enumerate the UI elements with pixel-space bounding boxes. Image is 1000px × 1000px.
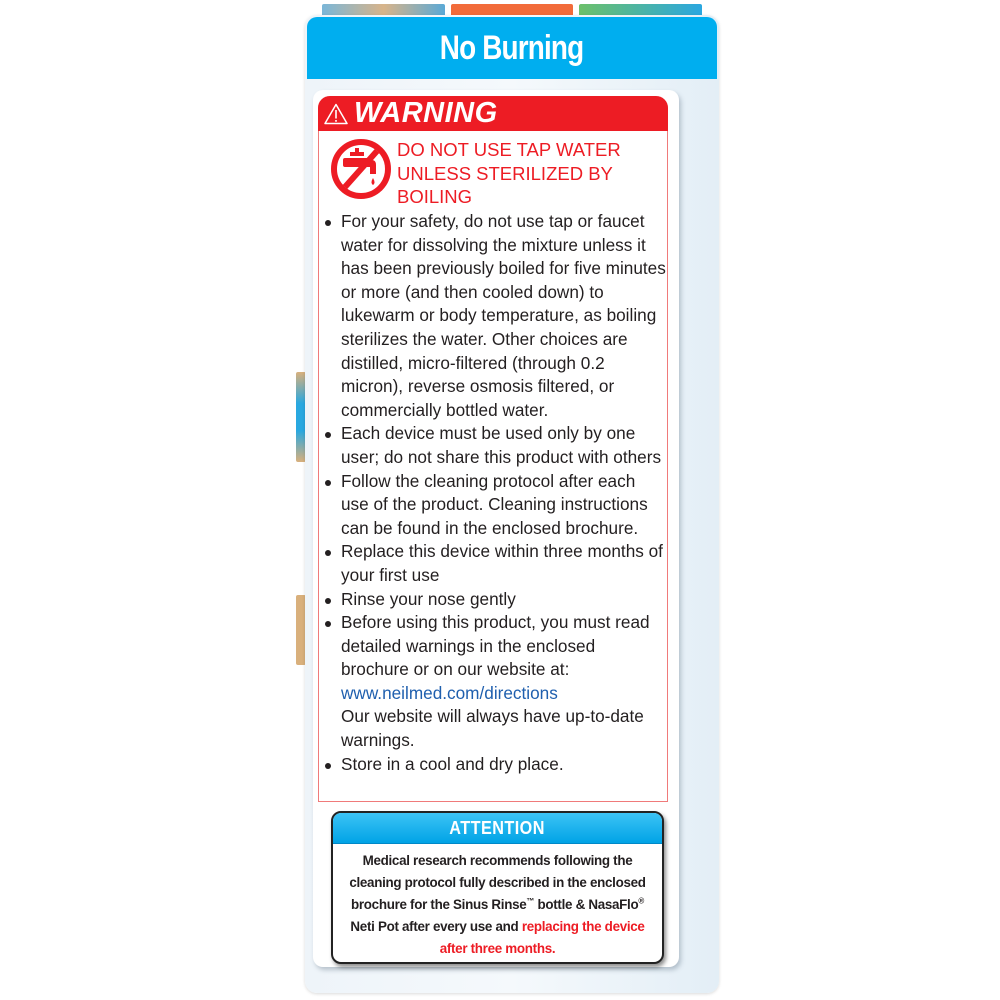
attention-box — [331, 811, 664, 964]
website-note: Our website will always have up-to-date warnings. — [341, 706, 644, 751]
attention-highlight: replacing the device after three months. — [439, 919, 645, 956]
attention-text: Neti Pot after every use and — [350, 919, 522, 934]
warning-bullet — [322, 210, 667, 422]
warning-bullet — [322, 422, 667, 469]
bullet-text: Replace this device within three months of your first use — [341, 541, 663, 585]
bullet-text: For your safety, do not use tap or faucet water for dissolving the mixture unless it has been previously boiled for five minutes or more (and then cooled down) to lukewarm or body temperature, as boiling sterilizes the water. Other choices are distilled, micro-filtered (through 0.2 micron), reverse osmosis filtered, or commercially bottled water. — [341, 211, 666, 420]
warning-bullet-list — [322, 210, 667, 776]
bullet-text: Each device must be used only by one user; do not share this product with others — [341, 423, 662, 467]
warning-bullet — [322, 611, 667, 753]
warning-triangle-icon — [324, 103, 348, 125]
bullet-text: Before using this product, you must read detailed warnings in the enclosed brochure or on our website at: — [341, 612, 650, 680]
attention-text: Medical research recommends following the cleaning protocol fully described in the enclosed brochure for the Sinus Rinse — [349, 853, 646, 912]
bullet-text: Store in a cool and dry place. — [341, 753, 564, 774]
attention-header — [333, 813, 662, 844]
bullet-text: Rinse your nose gently — [341, 588, 516, 609]
warning-bullet — [322, 470, 667, 541]
header-band — [307, 17, 717, 79]
warning-header — [318, 96, 668, 131]
trademark-symbol: ™ — [526, 896, 535, 906]
warning-bullet — [322, 753, 667, 777]
warning-bullet — [322, 540, 667, 587]
attention-text: bottle & NasaFlo — [534, 897, 639, 912]
registered-symbol: ® — [638, 896, 644, 906]
no-tap-water-icon — [330, 138, 392, 200]
warning-bullet — [322, 588, 667, 612]
attention-body — [333, 844, 662, 960]
bullet-text: Follow the cleaning protocol after each use of the product. Cleaning instructions can be found in the enclosed brochure. — [341, 470, 648, 538]
tap-water-notice: DO NOT USE TAP WATER UNLESS STERILIZED BY BOILING — [397, 139, 621, 207]
warning-title: WARNING — [354, 97, 498, 129]
header-title: No Burning — [440, 28, 584, 67]
attention-title: ATTENTION — [449, 817, 546, 838]
website-link[interactable]: www.neilmed.com/directions — [341, 682, 558, 703]
